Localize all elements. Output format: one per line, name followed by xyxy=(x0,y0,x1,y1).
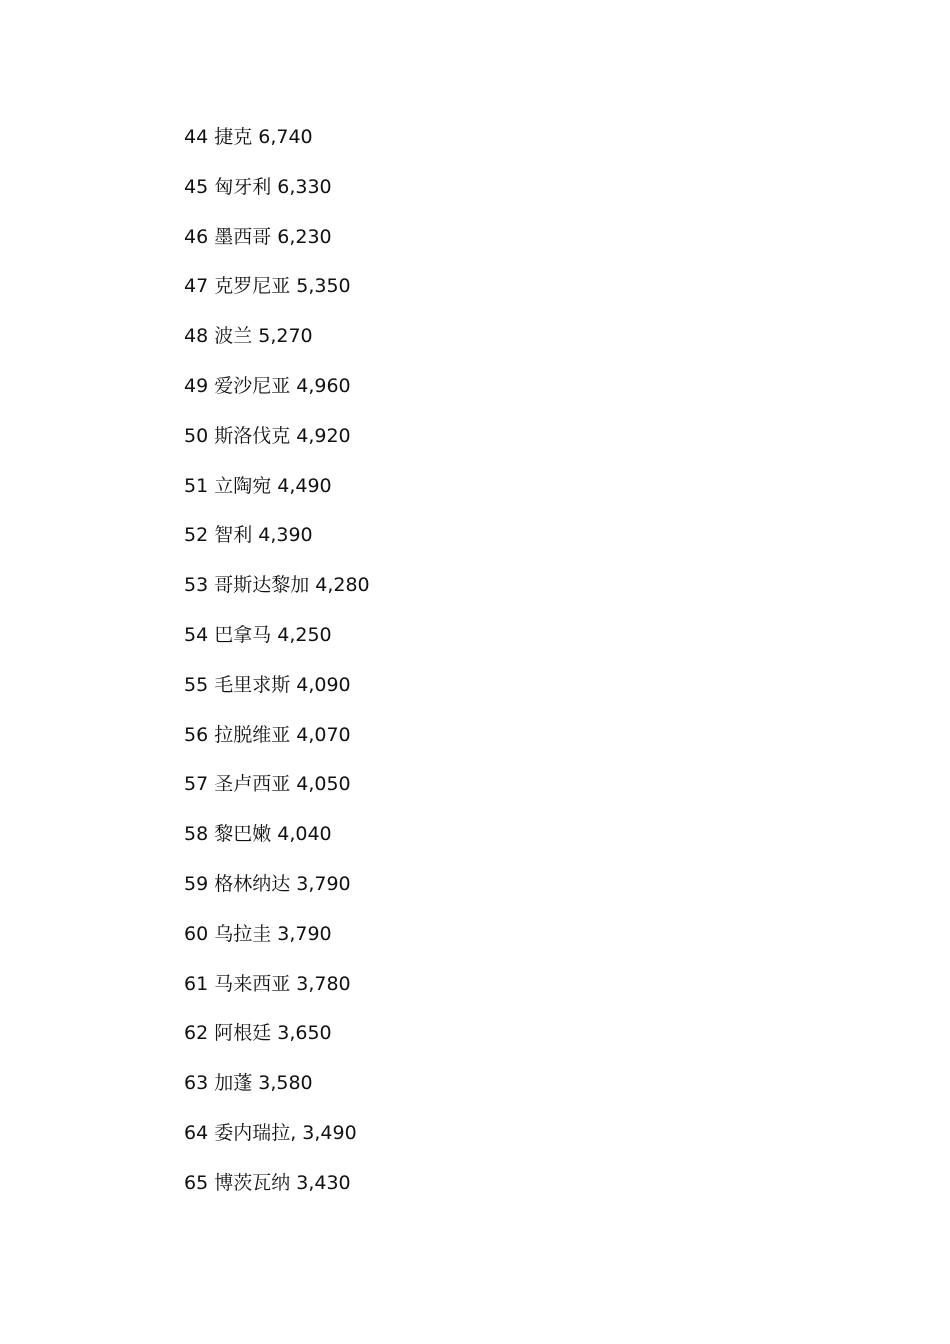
ranking-line-56: 56 拉脱维亚 4,070 xyxy=(184,723,351,746)
ranking-line-54: 54 巴拿马 4,250 xyxy=(184,623,332,646)
ranking-line-44: 44 捷克 6,740 xyxy=(184,126,313,148)
ranking-line-62: 62 阿根廷 3,650 xyxy=(184,1022,332,1045)
ranking-line-58: 58 黎巴嫩 4,040 xyxy=(184,823,332,846)
ranking-line-52: 52 智利 4,390 xyxy=(184,524,313,547)
ranking-line-64: 64 委内瑞拉, 3,490 xyxy=(184,1121,357,1144)
ranking-line-57: 57 圣卢西亚 4,050 xyxy=(184,773,351,796)
ranking-line-60: 60 乌拉圭 3,790 xyxy=(184,922,332,945)
ranking-line-59: 59 格林纳达 3,790 xyxy=(184,872,351,895)
ranking-line-61: 61 马来西亚 3,780 xyxy=(184,972,351,995)
ranking-line-48: 48 波兰 5,270 xyxy=(184,325,313,348)
ranking-list xyxy=(184,124,370,1220)
ranking-line-65: 65 博茨瓦纳 3,430 xyxy=(184,1171,351,1194)
ranking-line-53: 53 哥斯达黎加 4,280 xyxy=(184,574,370,597)
ranking-line-47: 47 克罗尼亚 5,350 xyxy=(184,275,351,298)
ranking-line-50: 50 斯洛伐克 4,920 xyxy=(184,424,351,447)
ranking-line-49: 49 爱沙尼亚 4,960 xyxy=(184,374,351,397)
ranking-line-63: 63 加蓬 3,580 xyxy=(184,1072,313,1095)
ranking-line-55: 55 毛里求斯 4,090 xyxy=(184,673,351,696)
ranking-line-45: 45 匈牙利 6,330 xyxy=(184,175,332,198)
ranking-line-51: 51 立陶宛 4,490 xyxy=(184,474,332,497)
ranking-line-46: 46 墨西哥 6,230 xyxy=(184,225,332,248)
